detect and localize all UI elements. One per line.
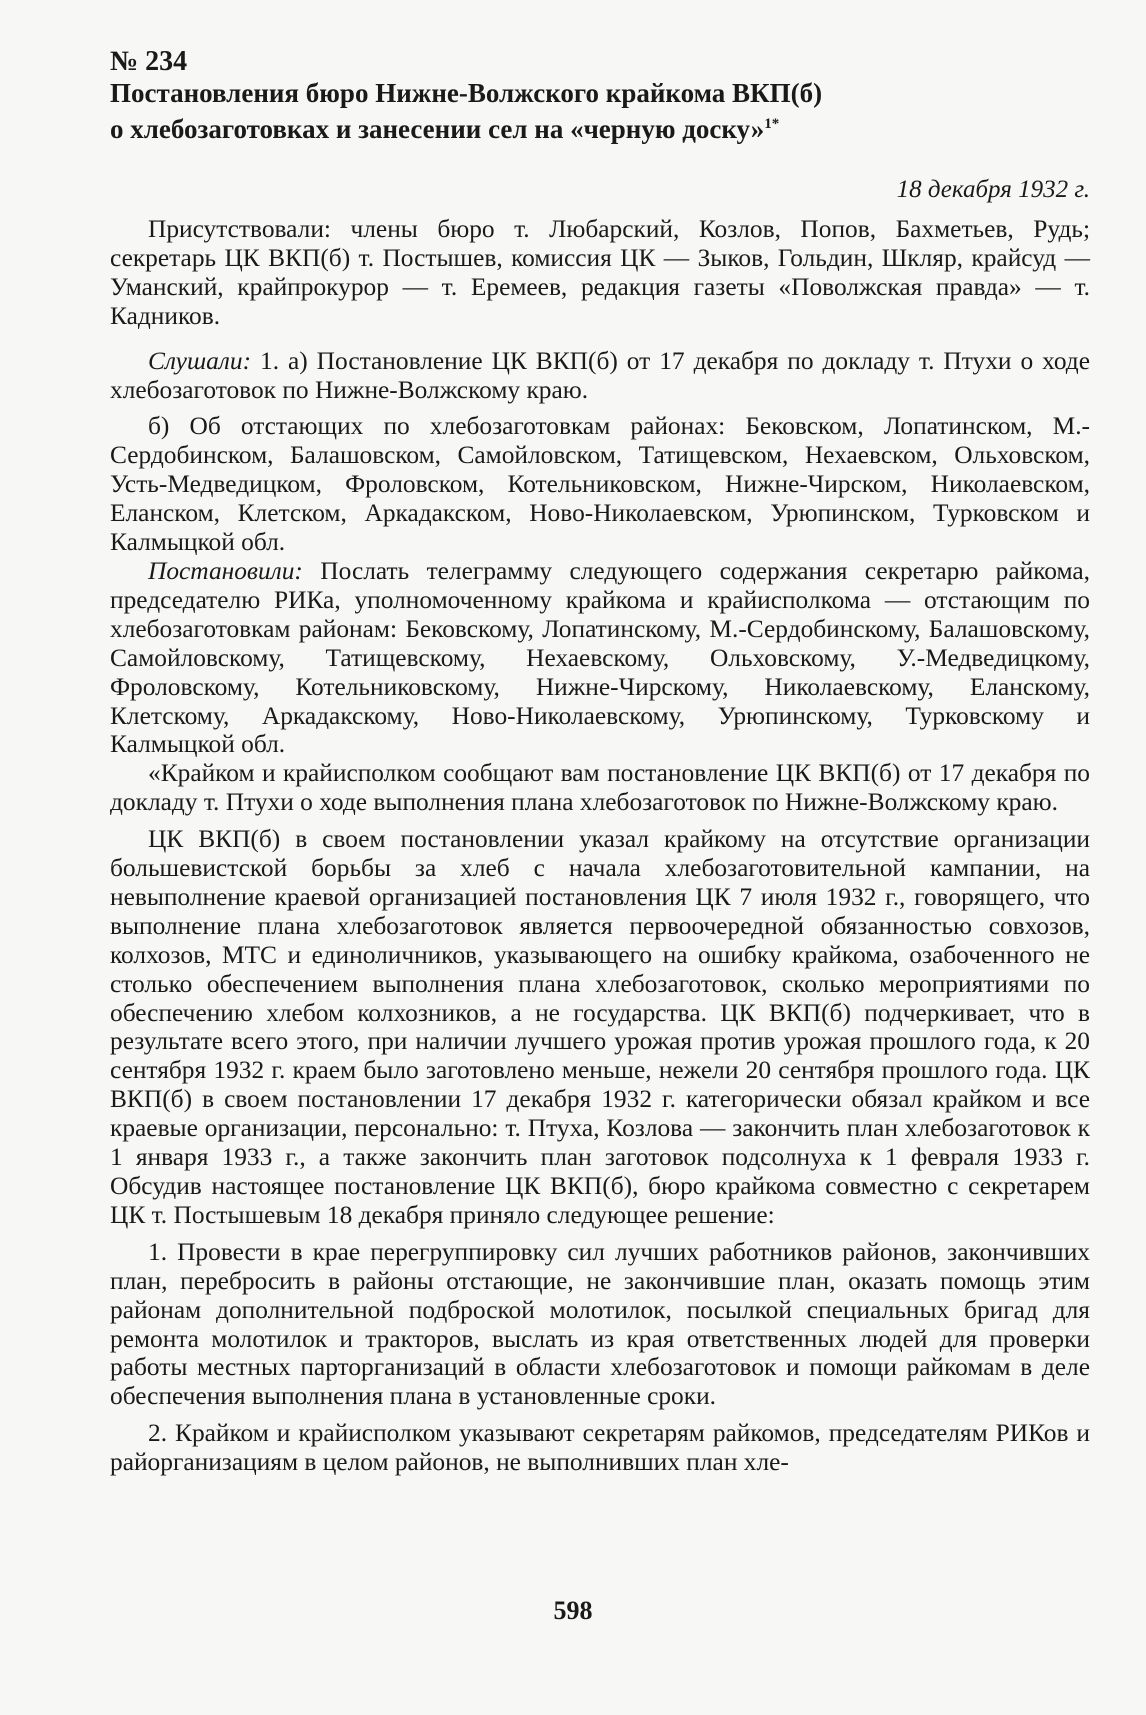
document-date: 18 декабря 1932 г. [896, 176, 1090, 203]
paragraph-item-2: 2. Крайком и крайисполком указывают секретарям райкомов, председателям РИКов и райорганизациям в целом районов, не выполнивших план хле- [110, 1419, 1090, 1477]
document-page [110, 46, 1090, 1477]
heard-text: 1. а) Постановление ЦК ВКП(б) от 17 декабря по докладу т. Птухи о ходе хлебозаготовок по Нижне-Волжскому краю. [110, 346, 1090, 404]
paragraph-heard-b: б) Об отстающих по хлебозаготовкам районах: Бековском, Лопатинском, М.-Сердобинском, Балашовском, Самойловском, Татищевском, Нехаевском, Ольховском, Усть-Медведицком, Фроловском, Котельниковском, Нижне-Чирском, Николаевском, Еланском, Клетском, Аркадакском, Ново-Николаевском, Урюпинском, Турковском и Калмыцкой обл. [110, 412, 1090, 557]
document-title [110, 78, 1090, 145]
paragraph-telegram-intro: «Крайком и крайисполком сообщают вам постановление ЦК ВКП(б) от 17 декабря по докладу т. Птухи о ходе выполнения плана хлебозаготовок по Нижне-Волжскому краю. [110, 759, 1090, 817]
paragraph-heard [110, 347, 1090, 405]
title-line-2 [110, 109, 1090, 145]
paragraph-ck-decision: ЦК ВКП(б) в своем постановлении указал крайкому на отсутствие организации большевистской борьбы за хлеб с начала хлебозаготовительной кампании, на невыполнение краевой организацией постановления ЦК 7 июля 1932 г., говорящего, что выполнение плана хлебозаготовок является первоочередной обязанностью совхозов, колхозов, МТС и единоличников, указывающего на ошибку крайкома, озабоченного не столько обеспечением выполнения плана хлебозаготовок, сколько мероприятиями по обеспечению хлебом колхозников, а не государства. ЦК ВКП(б) подчеркивает, что в результате всего этого, при наличии лучшего урожая против урожая прошлого года, к 20 сентября 1932 г. краем было заготовлено меньше, нежели 20 сентября прошлого года. ЦК ВКП(б) в своем постановлении 17 декабря 1932 г. категорически обязал крайком и все краевые организации, персонально: т. Птуха, Козлова — закончить план хлебозаготовок к 1 января 1933 г., а также закончить план заготовок подсолнуха к 1 февраля 1933 г. Обсудив настоящее постановление ЦК ВКП(б), бюро крайкома совместно с секретарем ЦК т. Постышевым 18 декабря приняло следующее решение: [110, 825, 1090, 1229]
resolved-text: Послать телеграмму следующего содержания секретарю райкома, председателю РИКа, уполномоченному крайкома и крайисполкома — отстающим по хлебозаготовкам районам: Бековскому, Лопатинскому, М.-Сердобинскому, Балашовскому, Самойловскому, Татищевскому, Нехаевскому, Ольховскому, У.-Медведицкому, Фроловскому, Котельниковскому, Нижне-Чирскому, Николаевскому, Еланскому, Клетскому, Аркадакскому, Ново-Николаевскому, Урюпинскому, Турковскому и Калмыцкой обл. [110, 556, 1090, 759]
paragraph-present: Присутствовали: члены бюро т. Любарский, Козлов, Попов, Бахметьев, Рудь; секретарь ЦК ВКП(б) т. Постышев, комиссия ЦК — Зыков, Гольдин, Шкляр, крайсуд — Уманский, крайпрокурор — т. Еремеев, редакция газеты «Поволжская правда» — т. Кадников. [110, 215, 1090, 330]
title-line-1: Постановления бюро Нижне-Волжского крайкома ВКП(б) [110, 78, 823, 108]
document-number: № 234 [110, 46, 188, 77]
resolved-label: Постановили: [148, 556, 303, 585]
page-number: 598 [553, 1596, 593, 1625]
heard-label: Слушали: [148, 346, 252, 375]
title-footnote-mark: 1* [764, 116, 780, 132]
title-line-2-text: о хлебозаготовках и занесении сел на «черную доску» [110, 114, 765, 144]
paragraph-resolved [110, 557, 1090, 759]
paragraph-item-1: 1. Провести в крае перегруппировку сил лучших работников районов, закончивших план, перебросить в районы отстающие, не закончившие план, оказать помощь этим районам дополнительной подброской молотилок, посылкой специальных бригад для ремонта молотилок и тракторов, выслать из края ответственных людей для проверки работы местных парторганизаций в области хлебозаготовок и помощи райкомам в деле обеспечения выполнения плана в установленные сроки. [110, 1237, 1090, 1411]
document-body [110, 215, 1090, 1477]
